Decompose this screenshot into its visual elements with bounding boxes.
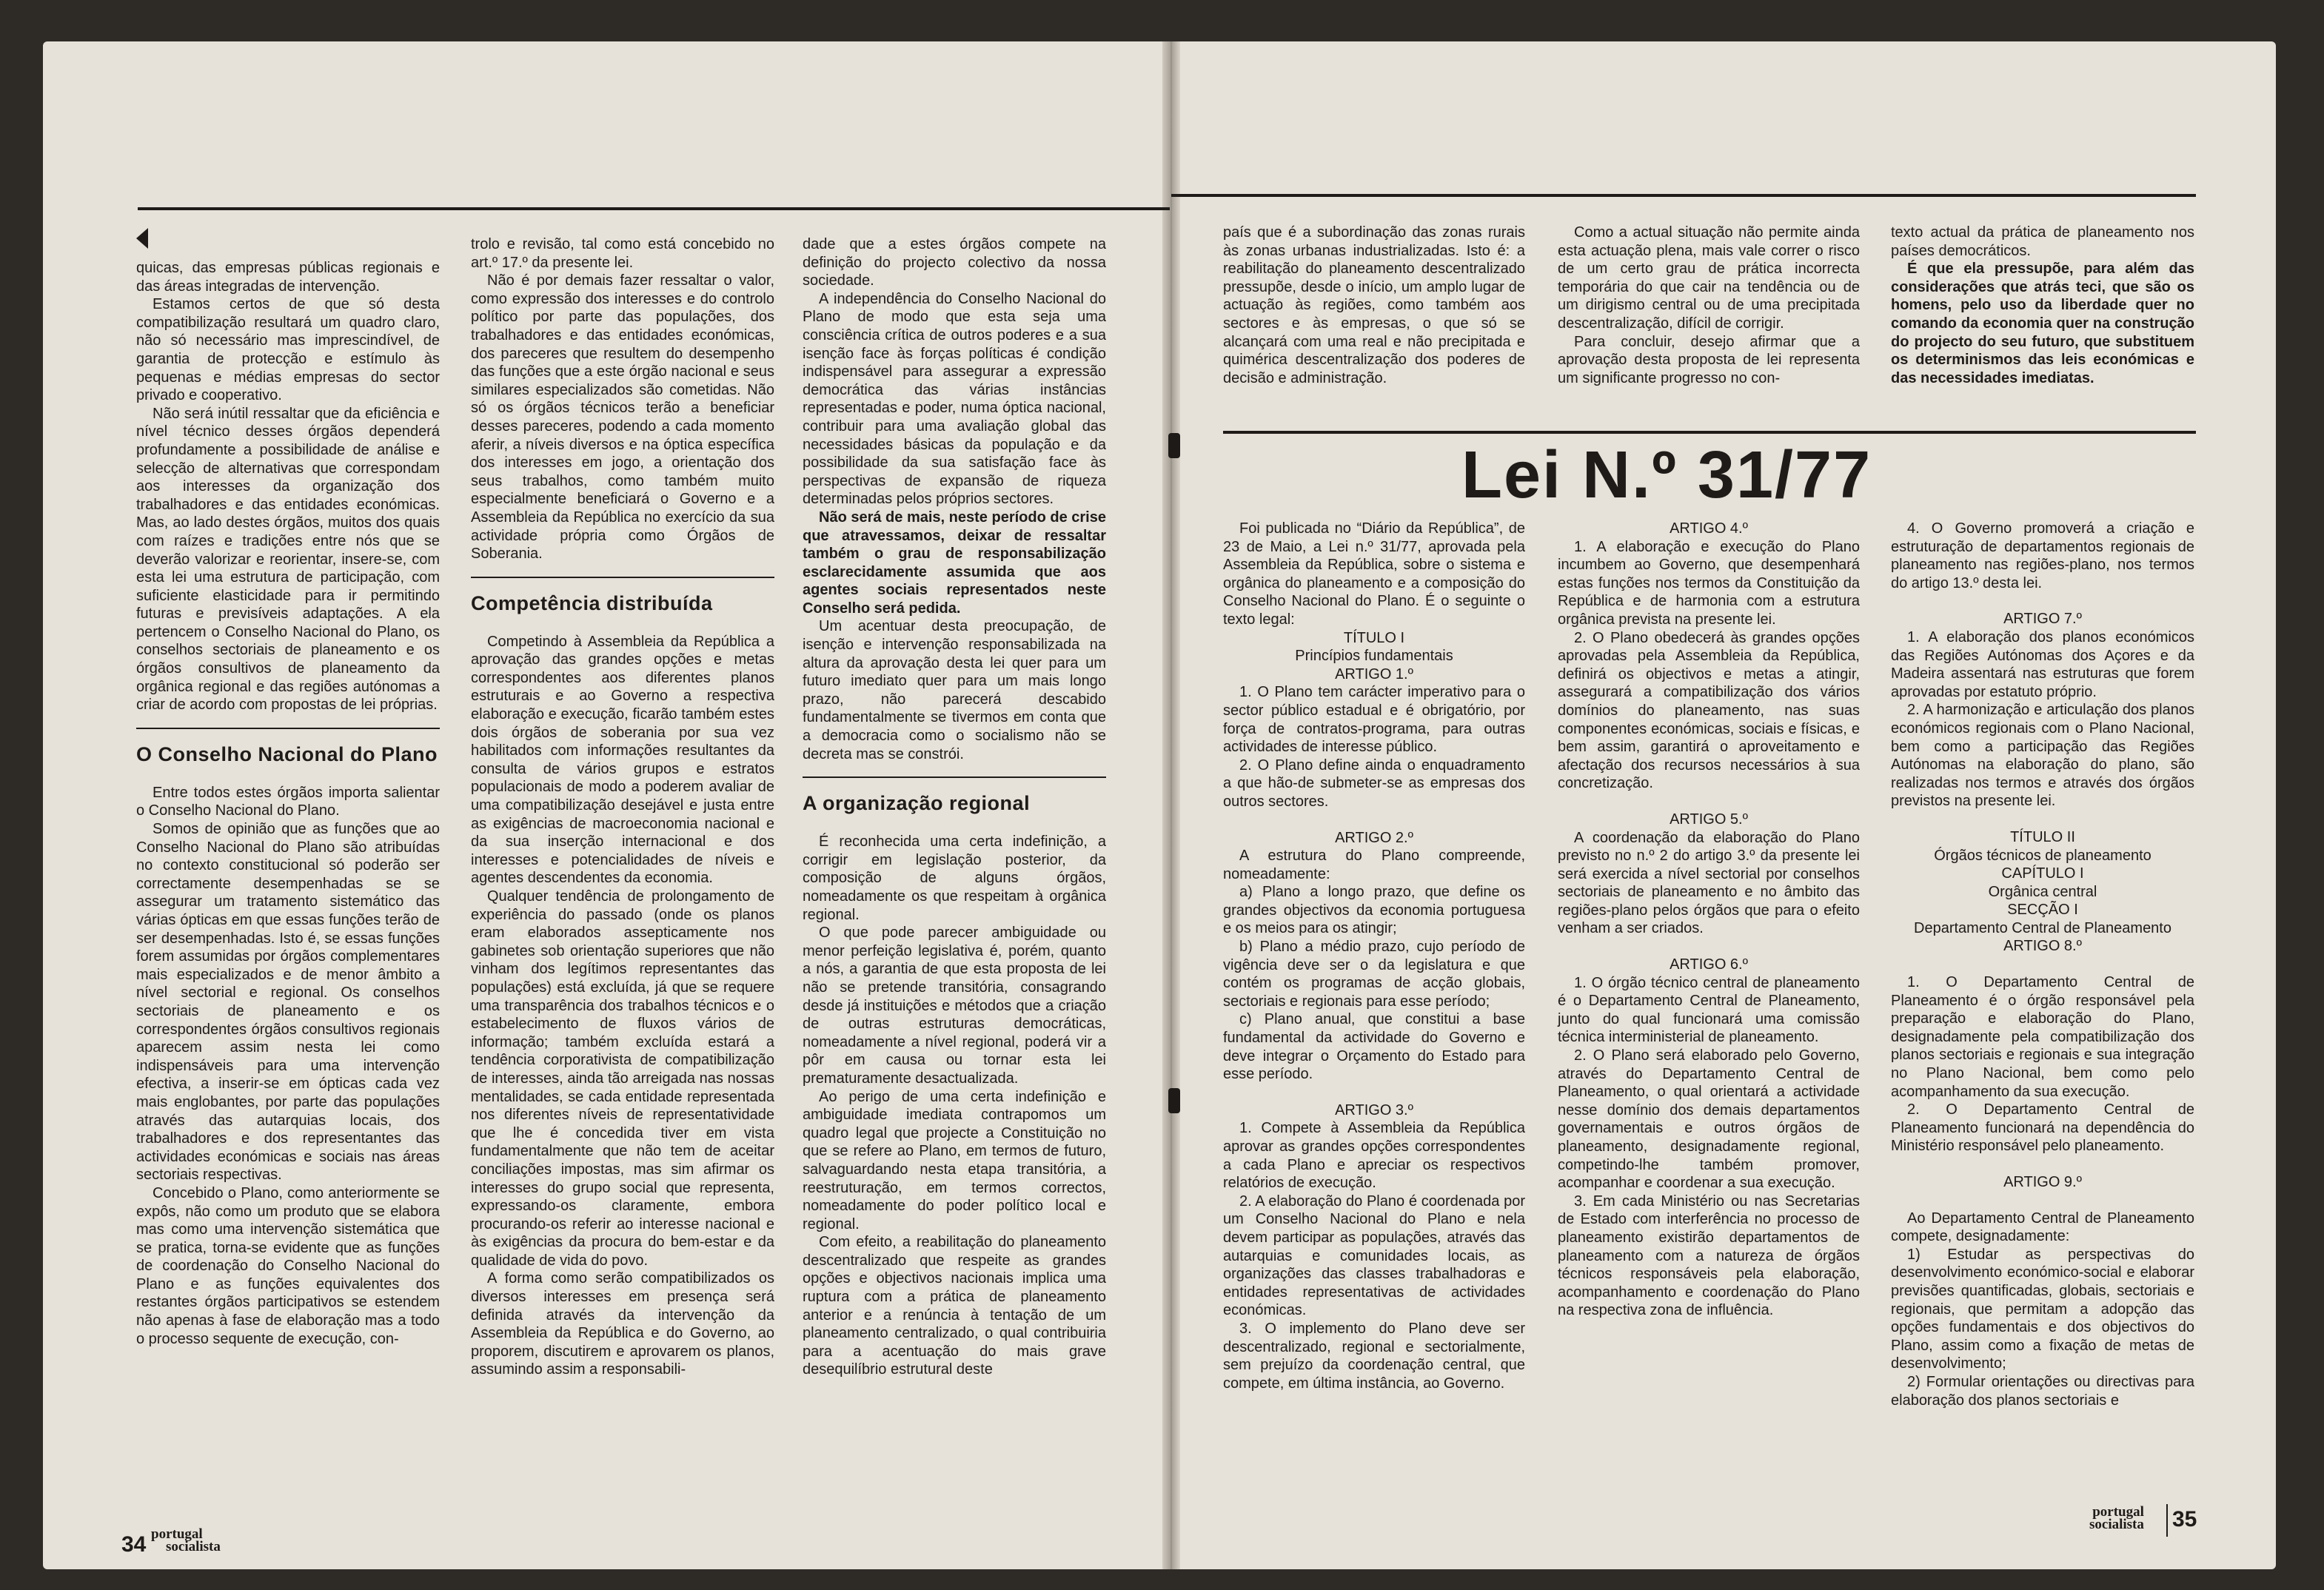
section-subheading: Departamento Central de Planeamento (1914, 919, 2171, 936)
paragraph: c) Plano anual, que constitui a base fundamental da actividade do Governo e deve integrar o Orçamento do Estado para esse período. (1223, 1011, 1525, 1083)
magazine-spine (1162, 41, 1180, 1569)
section-heading: O Conselho Nacional do Plano (136, 742, 438, 765)
paragraph: 1) Estudar as perspectivas do desenvolvimento económico-social e elaborar previsões quantificadas, globais, sectoriais e regionais, que permitam a adopção das opções fundamentais e dos objectivos do Plano, assim como a fixação de metas de desenvolvimento; (1891, 1246, 2194, 1372)
paragraph: A independência do Conselho Nacional do Plano de modo que esta seja uma consciência crítica de outros poderes e a sua isenção face às forças políticas é condição indispensável para assegurar a expressão democrática das várias instâncias representadas e poder, numa óptica nacional, contribuir para uma avaliação global das necessidades básicas da população e da possibilidade da sua satisfação face às perspectivas de expansão de riqueza determinadas pelos próprios sectores. (803, 290, 1106, 508)
article-heading: ARTIGO 9.º (2003, 1174, 2082, 1190)
article-column-2 (471, 235, 774, 1379)
paragraph: 3. O implemento do Plano deve ser descentralizado, regional e sectorialmente, sem prejuízo da coordenação central, que compete, em última instância, ao Governo. (1223, 1320, 1525, 1392)
paragraph: quicas, das empresas públicas regionais e das áreas integradas de intervenção. (136, 260, 440, 295)
chapter-subheading: Orgânica central (1988, 883, 2097, 900)
title-subheading: Princípios fundamentais (1295, 648, 1453, 665)
paragraph: Ao perigo de uma certa indefinição e ambiguidade imediata contrapomos um quadro legal que projecte a Constituição no que se refere ao Plano, em termos de futuro, salvaguardando nesta etapa transitória, a reestruturação, em termos correctos, nomeadamente do poder político local e regional. (803, 1088, 1106, 1232)
paragraph: 1. A elaboração dos planos económicos das Regiões Autónomas dos Açores e da Madeira assentará nas estruturas que forem aprovadas por estatuto próprio. (1891, 628, 2194, 700)
law-column-3 (1891, 520, 2194, 1409)
paragraph: Um acentuar desta preocupação, de isenção e intervenção responsabilizada na altura da aprovação desta lei quer para um futuro imediato quer para um mais longo prazo, não parecerá descabido fundamentalmente se tivermos em conta que a democracia como o socialismo não se decreta mas se constrói. (803, 618, 1106, 762)
paragraph: Não é por demais fazer ressaltar o valor, como expressão dos interesses e do controlo político por parte das populações, dos trabalhadores e das entidades económicas, dos pareceres que resultem do desempenho das funções que a este órgão nacional e seus similares especializados são cometidas. Não só os órgãos técnicos terão a beneficiar desses pareceres, podendo a cada momento aferir, a níveis diversos e na óptica específica dos interesses em jogo, a orientação dos seus trabalhos, como também muito especialmente beneficiará o Governo e a Assembleia da República no exercício da sua actividade própria como Órgãos de Soberania. (471, 272, 774, 563)
chapter-heading: CAPÍTULO I (2001, 865, 2084, 882)
article-heading: ARTIGO 1.º (1335, 665, 1413, 682)
paragraph: 2. A harmonização e articulação dos planos económicos regionais com o Plano Nacional, bem como a participação das Regiões Autónomas na elaboração do plano, são realizadas nos termos e através dos órgãos previstos na presente lei. (1891, 702, 2194, 810)
publication-logo: portugal socialista (151, 1526, 221, 1554)
title-heading: TÍTULO II (2010, 828, 2075, 845)
section-divider (803, 776, 1106, 778)
paragraph: 2. O Plano define ainda o enquadramento a que hão-de submeter-se as empresas dos outros sectores. (1223, 757, 1525, 810)
paragraph: país que é a subordinação das zonas rurais às zonas urbanas industrializadas. Isto é: a reabilitação do planeamento descentralizado pressupõe, desde o início, um amplo lugar de actuação às regiões, como também aos sectores e às empresas, o que só se alcançará com uma real e não precipitada e quimérica descentralização dos poderes de decisão e administração. (1223, 224, 1525, 386)
title-subheading: Órgãos técnicos de planeamento (1934, 847, 2151, 864)
paragraph: Com efeito, a reabilitação do planeamento descentralizado que respeite as grandes opções e objectivos nacionais implica uma ruptura com a prática de planeamento anterior e a renúncia à tentação de um planeamento centralizado, o qual contribuiria para a acentuação do mais grave desequilíbrio estrutural deste (803, 1234, 1106, 1378)
article-heading: ARTIGO 8.º (2003, 938, 2082, 955)
law-title: Lei N.º 31/77 (1461, 438, 1872, 512)
title-heading: TÍTULO I (1343, 629, 1405, 646)
paragraph: A coordenação da elaboração do Plano previsto no n.º 2 do artigo 3.º da presente lei será exercida a nível sectorial por conselhos sectoriais de planeamento e no âmbito das regiões-plano pelos órgãos que para o efeito venham a ser criados. (1558, 829, 1860, 937)
top-rule-right (1171, 194, 2196, 197)
article-continuation-2 (1558, 224, 1860, 387)
paragraph: texto actual da prática de planeamento nos países democráticos. (1891, 224, 2194, 259)
paragraph: É reconhecida uma certa indefinição, a corrigir em legislação posterior, da composição de alguns órgãos, nomeadamente os que respeitam à orgânica regional. (803, 833, 1106, 923)
paragraph: 2. O Departamento Central de Planeamento funcionará na dependência do Ministério responsável pelo planeamento. (1891, 1101, 2194, 1155)
top-rule-left (138, 207, 1170, 210)
paragraph: Estamos certos de que só desta compatibilização resultará um quadro claro, não só necessário mas imprescindível, de garantia de protecção e estímulo às pequenas e médias empresas do sector privado e cooperativo. (136, 296, 440, 404)
paragraph: Concebido o Plano, como anteriormente se expôs, não como um produto que se elabora mas como uma intervenção sistemática que se pratica, torna-se evidente que as funções de coordenação do Conselho Nacional do Plano e as funções equivalentes dos restantes órgãos participativos se estendem não apenas à fase de elaboração mas a todo o processo sequente de execução, con- (136, 1184, 440, 1347)
article-heading: ARTIGO 6.º (1670, 956, 1748, 973)
staple (1168, 433, 1180, 458)
article-continuation-3 (1891, 224, 2194, 387)
continuation-arrow-icon (136, 228, 148, 249)
paragraph-bold: É que ela pressupõe, para além das considerações que atrás teci, que são os homens, pelo uso da liberdade quer no comando da economia quer na construção do projecto do seu futuro, que substituem os determinismos das leis económicas e das necessidades imediatas. (1891, 261, 2194, 386)
section-divider (471, 577, 774, 578)
paragraph: Não será inútil ressaltar que da eficiência e nível técnico desses órgãos dependerá profundamente a possibilidade de análise e selecção de alternativas que correspondam aos interesses da organização dos trabalhadores e das entidades económicas. Mas, ao lado destes órgãos, muitos dos quais com raízes e tradições entre nós que se deverão valorizar e reorientar, insere-se, com esta lei uma estrutura de participação, com suficiente elasticidade para ir permitindo futuras e previsíveis adaptações. A ela pertencem o Conselho Nacional do Plano, os conselhos sectoriais de planeamento e os órgãos consultivos de planeamento da orgânica regional e das regiões autónomas a criar de acordo com propostas de lei próprias. (136, 405, 440, 714)
paragraph: a) Plano a longo prazo, que define os grandes objectivos da economia portuguesa e os meios para os atingir; (1223, 884, 1525, 937)
paragraph: 1. A elaboração e execução do Plano incumbem ao Governo, que desempenhará estas funções nos termos da Constituição da República e de harmonia com a estrutura orgânica prevista na presente lei. (1558, 538, 1860, 628)
paragraph: Para concluir, desejo afirmar que a aprovação desta proposta de lei representa um significante progresso no con- (1558, 333, 1860, 386)
paragraph-bold: Não será de mais, neste período de crise que atravessamos, deixar de ressaltar também o grau de responsabilização esclarecidamente assumida que aos agentes sociais representados neste Conselho será pedida. (803, 509, 1106, 617)
article-heading: ARTIGO 3.º (1335, 1101, 1413, 1118)
paragraph: O que pode parecer ambiguidade ou menor perfeição legislativa é, porém, quanto a nós, a garantia de que esta proposta de lei não se pretende transitória, consagrando desde já instituições e métodos que a criação de outras estruturas democráticas, nomeadamente a nível regional, poderá vir a pôr em causa ou tornar esta lei prematuramente desactualizada. (803, 925, 1106, 1087)
paragraph: 2. O Plano obedecerá às grandes opções aprovadas pela Assembleia da República, definirá os objectivos e metas a atingir, assegurará a compatibilização dos vários domínios do planeamento, nas suas componentes económicas, sociais e físicas, e bem assim, garantirá o aproveitamento e afectação dos recursos necessários à sua concretização. (1558, 629, 1860, 792)
paragraph: Entre todos estes órgãos importa salientar o Conselho Nacional do Plano. (136, 784, 440, 819)
page-number: 35 (2172, 1507, 2197, 1532)
publication-logo: portugal socialista (2089, 1504, 2144, 1532)
article-column-1 (136, 259, 440, 1348)
paragraph: dade que a estes órgãos compete na definição do projecto colectivo da nossa sociedade. (803, 236, 1106, 289)
paragraph: Competindo à Assembleia da República a aprovação das grandes opções e metas correspondentes aos diferentes planos estruturais e ao Governo a respectiva elaboração e execução, ficarão também estes dois órgãos de soberania por sua vez habilitados com informações resultantes da consulta de vários grupos e estratos populacionais de modo a poderem avaliar de uma compatibilização desejável e justa entre as exigências de macroeconomia nacional e da sua inserção internacional e dos interesses e potencialidades de níveis e agentes descendentes da economia. (471, 633, 774, 887)
section-heading: A organização regional (803, 792, 1031, 815)
paragraph: A estrutura do Plano compreende, nomeadamente: (1223, 848, 1525, 882)
section-heading: Competência distribuída (471, 591, 713, 614)
law-column-1 (1223, 520, 1525, 1392)
paragraph: A forma como serão compatibilizados os diversos interesses em presença será definida através da intervenção da Assembleia da República e do Governo, ao proporem, discutirem e aprovarem os planos, assumindo assim a responsabili- (471, 1270, 774, 1378)
paragraph: Somos de opinião que as funções que ao Conselho Nacional do Plano são atribuídas no contexto constitucional só poderão ser correctamente desempenhadas se se assegurar um tratamento sistemático das várias ópticas em que essas funções terão de ser desempenhadas. Isto é, se essas funções forem assumidas por órgãos complementares mais especializados e de menor âmbito a nível sectorial e regional. Os conselhos sectoriais de planeamento e os correspondentes órgãos consultivos regionais aparecem assim nesta lei como indispensáveis para uma intervenção efectiva, a inserir-se em ópticas cada vez mais englobantes, por parte das populações através das autarquias locais, dos trabalhadores e dos representantes das actividades económicas e sociais nas áreas sectoriais respectivas. (136, 821, 440, 1184)
law-column-2 (1558, 520, 1860, 1320)
paragraph: 1. O Departamento Central de Planeamento é o órgão responsável pela preparação e elaboração do Plano, designadamente pela compatibilização dos planos sectoriais e regionais e sua integração no Plano Nacional, bem como pelo acompanhamento da sua execução. (1891, 974, 2194, 1100)
section-divider (136, 728, 440, 729)
paragraph: 1. O órgão técnico central de planeamento é o Departamento Central de Planeamento, junto do qual funcionará uma comissão técnica interministerial de planeamento. (1558, 974, 1860, 1046)
paragraph: 2. A elaboração do Plano é coordenada por um Conselho Nacional do Plano e nela devem participar as populações, através das autarquias e comunidades locais, as organizações das classes trabalhadoras e entidades representativas de actividades económicas. (1223, 1192, 1525, 1319)
paragraph: 2. O Plano será elaborado pelo Governo, através do Departamento Central de Planeamento, o qual orientará a actividade nesse domínio dos demais departamentos governamentais e outros órgãos de planeamento, designadamente regional, competindo-lhe também promover, acompanhar e coordenar a sua execução. (1558, 1047, 1860, 1192)
article-continuation-1 (1223, 224, 1525, 387)
paragraph: Foi publicada no “Diário da República”, de 23 de Maio, a Lei n.º 31/77, aprovada pela Assembleia da República, sobre o sistema e orgânica do planeamento e a composição do Conselho Nacional do Plano. É o seguinte o texto legal: (1223, 520, 1525, 628)
article-column-3 (803, 235, 1106, 1379)
paragraph: 1. O Plano tem carácter imperativo para o sector público estadual e é obrigatório, por força de contratos-programa, para outras actividades de interesse público. (1223, 684, 1525, 756)
paragraph: Como a actual situação não permite ainda esta actuação plena, mais vale correr o risco de um certo grau de prática incorrecta temporária do que cair na tendência ou de um dirigismo central ou de uma precipitada descentralização, difícil de corrigir. (1558, 224, 1860, 332)
paragraph: 3. Em cada Ministério ou nas Secretarias de Estado com interferência no processo de planeamento existirão departamentos de planeamento com a natureza de órgãos técnicos responsáveis pela elaboração, acompanhamento e coordenação do Plano na respectiva zona de influência. (1558, 1192, 1860, 1319)
paragraph: 4. O Governo promoverá a criação e estruturação de departamentos regionais de planeamento nas regiões-plano, nos termos do artigo 13.º desta lei. (1891, 520, 2194, 591)
paragraph: trolo e revisão, tal como está concebido no art.º 17.º da presente lei. (471, 236, 774, 271)
paragraph: 1. Compete à Assembleia da República aprovar as grandes opções correspondentes a cada Plano e apreciar os respectivos relatórios de execução. (1223, 1120, 1525, 1192)
paragraph: 2) Formular orientações ou directivas para elaboração dos planos sectoriais e (1891, 1373, 2194, 1409)
article-heading: ARTIGO 5.º (1670, 811, 1748, 828)
folio-divider (2166, 1504, 2168, 1537)
paragraph: Qualquer tendência de prolongamento de experiência do passado (onde os planos eram elaborados assepticamente nos gabinetes sob orientação superiores que não vinham dos legítimos representantes das populações) está excluída, já que se requere uma transparência dos trabalhos técnicos e o estabelecimento de fluxos vários de informação; também excluída estará a tendência corporativista de compatibilização de interesses, ainda tão arreigada nas nossas mentalidades, se cada entidade representada nos diferentes níveis de representatividade que lhe é concedida tiver em vista fundamentalmente que não tem de aceitar conciliações impostas, mas sim afirmar os interesses do grupo social que representa, expressando-os claramente, embora procurando-os referir ao interesse nacional e às exigências da procura do bem-estar e da qualidade de vida do povo. (471, 888, 774, 1269)
section-label: SECÇÃO I (2007, 902, 2078, 919)
staple (1168, 1088, 1180, 1113)
article-heading: ARTIGO 2.º (1335, 829, 1413, 846)
article-heading: ARTIGO 4.º (1670, 520, 1748, 537)
title-rule (1223, 431, 2196, 434)
page-number: 34 (121, 1532, 147, 1557)
article-heading: ARTIGO 7.º (2003, 611, 2082, 628)
paragraph: Ao Departamento Central de Planeamento compete, designadamente: (1891, 1210, 2194, 1245)
paragraph: b) Plano a médio prazo, cujo período de vigência deve ser o da legislatura e que contém os programas de acção globais, sectoriais e regionais para esse período; (1223, 939, 1525, 1010)
